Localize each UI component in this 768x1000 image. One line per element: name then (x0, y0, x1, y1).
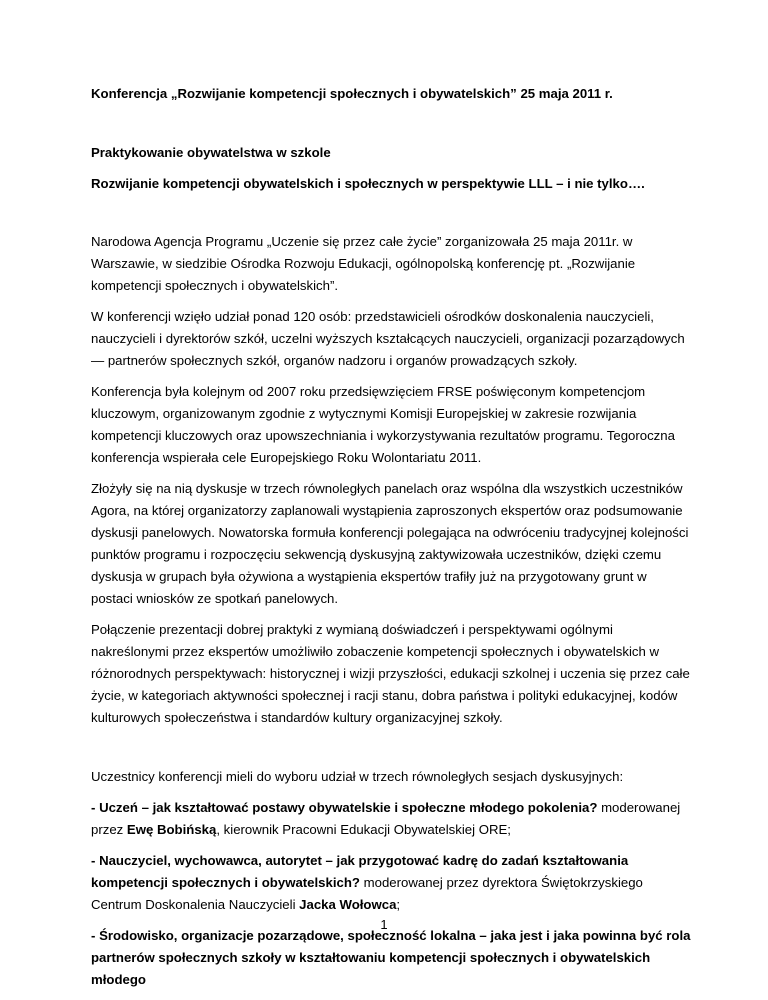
session-topic: Środowisko, organizacje pozarządowe, społeczność lokalna – jaka jest i jaka powinna być rola partnerów społecznych szkoły w kształtowaniu kompetencji społecznych i obywatelskich młodego (91, 928, 691, 987)
page-number: 1 (380, 917, 388, 932)
session-suffix: ; (396, 897, 401, 912)
session-prefix: - (91, 853, 100, 868)
session-item-student (91, 797, 691, 841)
session-topic: Nauczyciel, wychowawca, autorytet – jak przygotować kadrę do zadań kształtowania kompetencji społecznych i obywatelskich? (91, 853, 629, 890)
session-item-community (91, 925, 691, 991)
document-body (91, 83, 691, 1000)
session-prefix: - (91, 928, 100, 943)
session-moderator: Ewę Bobińską (126, 822, 217, 837)
conference-title: Konferencja „Rozwijanie kompetencji społecznych i obywatelskich” 25 maja 2011 r. (91, 86, 613, 101)
paragraph-frse: Konferencja była kolejnym od 2007 roku przedsięwzięciem FRSE poświęconym kompetencjom kluczowym, organizowanym zgodnie z wytycznymi Komisji Europejskiej w zakresie rozwijania kompetencji kluczowych oraz upowszechniania i wykorzystywania rezultatów programu. Tegoroczna konferencja wspierała cele Europejskiego Roku Wolontariatu 2011. (91, 384, 675, 465)
session-mid: moderowanej przez dyrektora Świętokrzyskiego Centrum Doskonalenia Nauczycieli (91, 875, 643, 912)
paragraph-intro: Narodowa Agencja Programu „Uczenie się przez całe życie” zorganizowała 25 maja 2011r. w Warszawie, w siedzibie Ośrodka Rozwoju Edukacji, ogólnopolską konferencję pt. „Rozwijanie kompetencji społecznych i obywatelskich”. (91, 234, 636, 293)
session-suffix: , kierownik Pracowni Edukacji Obywatelskiej ORE; (216, 822, 511, 837)
session-topic: Uczeń – jak kształtować postawy obywatelskie i społeczne młodego pokolenia? (99, 800, 598, 815)
session-prefix: - (91, 800, 100, 815)
session-item-teacher (91, 850, 691, 916)
session-moderator: Jacka Wołowca (299, 897, 397, 912)
section-title: Praktykowanie obywatelstwa w szkole (91, 145, 331, 160)
section-subtitle: Rozwijanie kompetencji obywatelskich i społecznych w perspektywie LLL – i nie tylko…. (91, 176, 645, 191)
paragraph-format: Złożyły się na nią dyskusje w trzech równoległych panelach oraz wspólna dla wszystkich uczestników Agora, na której organizatorzy zaplanowali wystąpienia zaproszonych ekspertów oraz podsumowanie dyskusji panelowych. Nowatorska formuła konferencji polegająca na odwróceniu tradycyjnej kolejności punktów programu i rozpoczęciu sekwencją dyskusyjną zaktywizowała uczestników, dzięki czemu dyskusja w grupach była ożywiona a wystąpienia ekspertów trafiły już na przygotowany grunt w postaci wniosków ze spotkań panelowych. (91, 481, 689, 606)
paragraph-participants: W konferencji wzięło udział ponad 120 osób: przedstawicieli ośrodków doskonalenia nauczycieli, nauczycieli i dyrektorów szkół, uczelni wyższych kształcących nauczycieli, organizacji pozarządowych — partnerów społecznych szkół, organów nadzoru i organów prowadzących szkoły. (91, 309, 685, 368)
paragraph-perspectives: Połączenie prezentacji dobrej praktyki z wymianą doświadczeń i perspektywami ogólnymi nakreślonymi przez ekspertów umożliwiło zobaczenie kompetencji społecznych i obywatelskich w różnorodnych perspektywach: historycznej i wizji przyszłości, edukacji szkolnej i uczenia się przez całe życie, w kategoriach aktywności społecznej i racji stanu, dobra państwa i polityki edukacyjnej, kodów kulturowych społeczeństwa i standardów kultury organizacyjnej szkoły. (91, 622, 690, 725)
session-mid: moderowanej przez (91, 800, 681, 837)
paragraph-sessions-intro: Uczestnicy konferencji mieli do wyboru udział w trzech równoległych sesjach dyskusyjnych: (91, 769, 624, 784)
